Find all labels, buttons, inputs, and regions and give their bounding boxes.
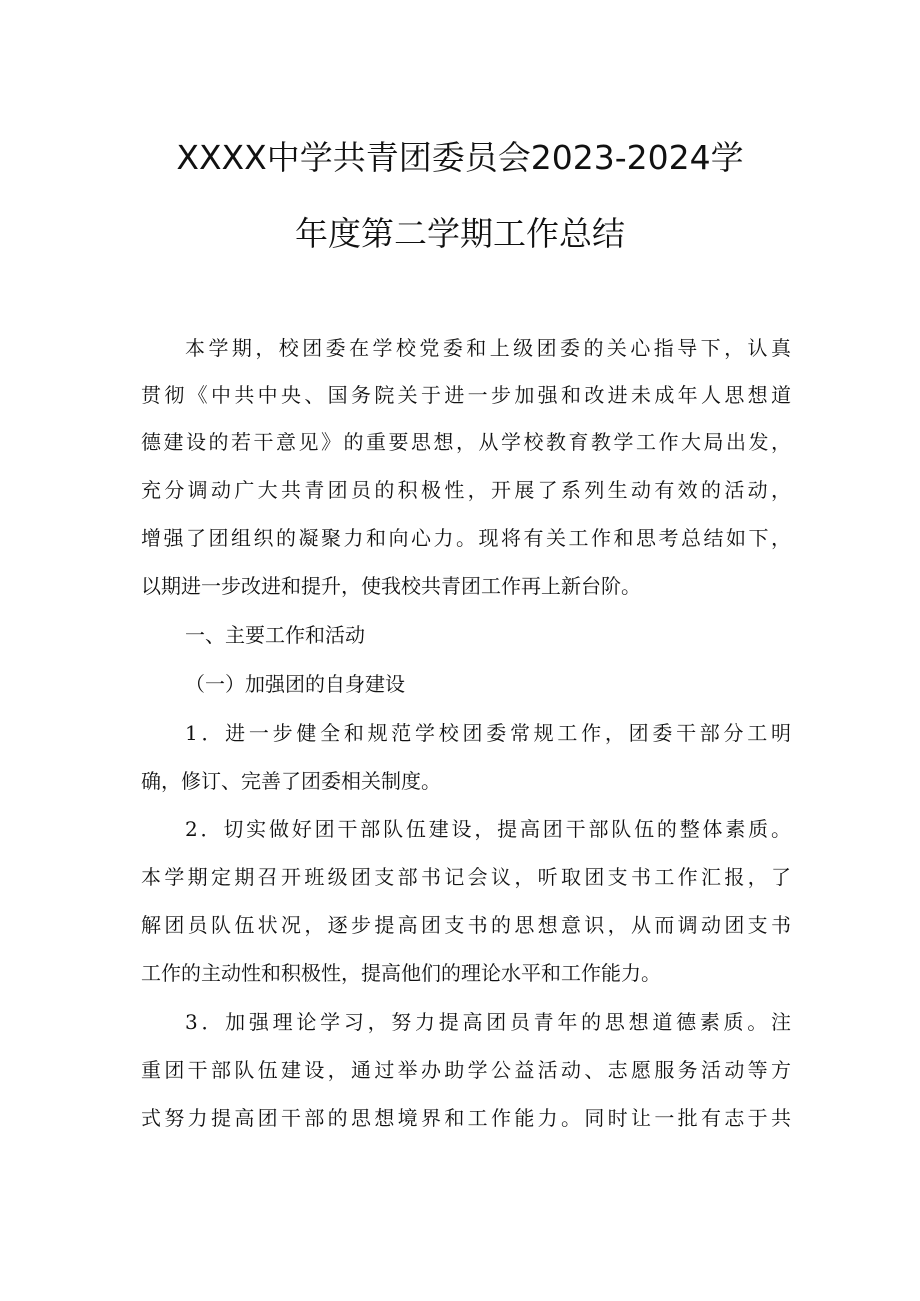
paragraph-line: 解团员队伍状况，逐步提高团支书的思想意识，从而调动团支书 (141, 913, 791, 937)
paragraph-line: 式努力提高团干部的思想境界和工作能力。同时让一批有志于共 (141, 1106, 791, 1130)
paragraph-line: 充分调动广大共青团员的积极性，开展了系列生动有效的活动， (141, 478, 791, 502)
subsection-heading: （一）加强团的自身建设 (185, 672, 405, 696)
paragraph-line: 增强了团组织的凝聚力和向心力。现将有关工作和思考总结如下， (141, 526, 791, 550)
paragraph-line: 确，修订、完善了团委相关制度。 (141, 769, 441, 793)
paragraph-line: 重团干部队伍建设，通过举办助学公益活动、志愿服务活动等方 (141, 1058, 791, 1082)
paragraph-line: 2．切实做好团干部队伍建设，提高团干部队伍的整体素质。 (185, 817, 791, 841)
document-title-line-1: XXXX中学共青团委员会2023-2024学 (176, 138, 744, 177)
paragraph-line: 工作的主动性和积极性，提高他们的理论水平和工作能力。 (141, 961, 661, 985)
paragraph-line: 1．进一步健全和规范学校团委常规工作，团委干部分工明 (185, 721, 791, 745)
paragraph-line: 德建设的若干意见》的重要思想，从学校教育教学工作大局出发， (141, 430, 791, 454)
paragraph-line: 以期进一步改进和提升，使我校共青团工作再上新台阶。 (141, 574, 641, 598)
paragraph-line: 3．加强理论学习，努力提高团员青年的思想道德素质。注 (185, 1010, 791, 1034)
paragraph-line: 本学期，校团委在学校党委和上级团委的关心指导下，认真 (185, 336, 791, 360)
paragraph-line: 本学期定期召开班级团支部书记会议，听取团支书工作汇报，了 (141, 865, 791, 889)
document-title-line-2: 年度第二学期工作总结 (295, 214, 625, 253)
paragraph-line: 贯彻《中共中央、国务院关于进一步加强和改进未成年人思想道 (141, 383, 791, 407)
section-heading: 一、主要工作和活动 (185, 623, 365, 647)
